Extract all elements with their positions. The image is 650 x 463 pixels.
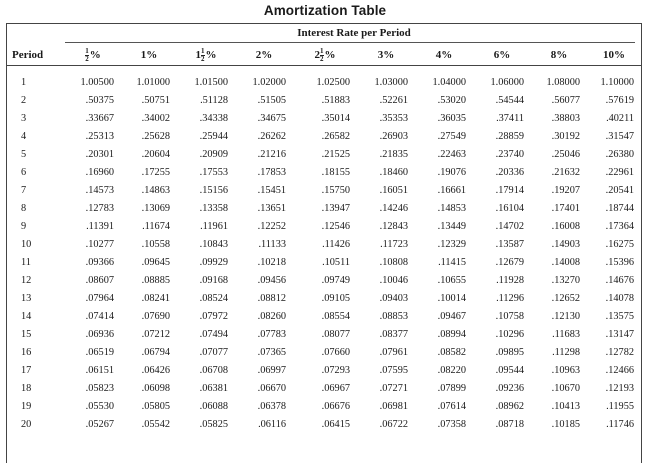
payment-factor-cell: .13651 xyxy=(257,202,286,214)
period-cell: 7 xyxy=(21,184,27,196)
payment-factor-cell: .08962 xyxy=(495,400,524,412)
payment-factor-cell: .13358 xyxy=(199,202,228,214)
payment-factor-cell: .07365 xyxy=(257,346,286,358)
column-header-rate xyxy=(177,45,235,66)
payment-factor-cell: .53020 xyxy=(437,94,466,106)
column-header-rate xyxy=(357,45,415,66)
period-cell: 14 xyxy=(21,310,32,322)
rate-whole: 2 xyxy=(314,48,320,61)
payment-factor-cell: .18155 xyxy=(321,166,350,178)
payment-factor-cell: .12679 xyxy=(495,256,524,268)
payment-factor-cell: .07690 xyxy=(141,310,170,322)
period-cell: 9 xyxy=(21,220,27,232)
payment-factor-cell: .11683 xyxy=(552,328,580,340)
payment-factor-cell: .10963 xyxy=(551,364,580,376)
rate-suffix: % xyxy=(261,49,273,61)
payment-factor-cell: .11928 xyxy=(496,274,524,286)
period-cell: 17 xyxy=(21,364,32,376)
payment-factor-cell: .25046 xyxy=(551,148,580,160)
payment-factor-cell: .10413 xyxy=(551,400,580,412)
payment-factor-cell: .09645 xyxy=(141,256,170,268)
payment-factor-cell: 1.02000 xyxy=(252,76,286,88)
payment-factor-cell: 1.08000 xyxy=(546,76,580,88)
payment-factor-cell: .20909 xyxy=(199,148,228,160)
table-row xyxy=(7,127,641,145)
payment-factor-cell: .08853 xyxy=(379,310,408,322)
amortization-table-frame xyxy=(6,23,642,463)
payment-factor-cell: .12193 xyxy=(605,382,634,394)
payment-factor-cell: .08220 xyxy=(437,364,466,376)
payment-factor-cell: .06415 xyxy=(321,418,350,430)
fraction-numerator: 1 xyxy=(201,46,205,55)
payment-factor-cell: .10511 xyxy=(322,256,350,268)
payment-factor-cell: .26380 xyxy=(605,148,634,160)
payment-factor-cell: .11391 xyxy=(86,220,114,232)
payment-factor-cell: .06794 xyxy=(141,346,170,358)
payment-factor-cell: .07358 xyxy=(437,418,466,430)
payment-factor-cell: .14008 xyxy=(551,256,580,268)
payment-factor-cell: .26582 xyxy=(321,130,350,142)
rate-suffix: % xyxy=(383,49,395,61)
payment-factor-cell: .17914 xyxy=(495,184,524,196)
payment-factor-cell: .08260 xyxy=(257,310,286,322)
rate-suffix: % xyxy=(614,49,625,61)
table-row xyxy=(7,163,641,181)
rate-whole: 1 xyxy=(195,48,201,61)
payment-factor-cell: .22961 xyxy=(605,166,634,178)
payment-factor-cell: .09456 xyxy=(257,274,286,286)
payment-factor-cell: .06151 xyxy=(85,364,114,376)
payment-factor-cell: .12782 xyxy=(605,346,634,358)
payment-factor-cell: .08241 xyxy=(141,292,170,304)
payment-factor-cell: .08582 xyxy=(437,346,466,358)
payment-factor-cell: .21216 xyxy=(257,148,286,160)
column-header-rate xyxy=(587,45,641,66)
payment-factor-cell: .08718 xyxy=(495,418,524,430)
rate-whole: 2 xyxy=(255,49,262,61)
rate-fraction xyxy=(201,48,205,63)
payment-factor-cell: .09929 xyxy=(199,256,228,268)
rate-suffix: % xyxy=(324,48,336,61)
period-cell: 5 xyxy=(21,148,27,160)
rate-suffix: % xyxy=(205,48,217,61)
payment-factor-cell: .09544 xyxy=(495,364,524,376)
payment-factor-cell: .16104 xyxy=(495,202,524,214)
payment-factor-cell: .14853 xyxy=(437,202,466,214)
period-cell: 1 xyxy=(21,76,27,88)
payment-factor-cell: .09105 xyxy=(321,292,350,304)
payment-factor-cell: .34002 xyxy=(141,112,170,124)
payment-factor-cell: .10046 xyxy=(379,274,408,286)
payment-factor-cell: .17401 xyxy=(551,202,580,214)
payment-factor-cell: .07783 xyxy=(257,328,286,340)
payment-factor-cell: .05825 xyxy=(199,418,228,430)
payment-factor-cell: .12130 xyxy=(551,310,580,322)
payment-factor-cell: .15451 xyxy=(257,184,286,196)
payment-factor-cell: .06676 xyxy=(321,400,350,412)
payment-factor-cell: .17364 xyxy=(605,220,634,232)
payment-factor-cell: .26262 xyxy=(257,130,286,142)
payment-factor-cell: .20336 xyxy=(495,166,524,178)
period-cell: 12 xyxy=(21,274,32,286)
payment-factor-cell: .27549 xyxy=(437,130,466,142)
payment-factor-cell: .10014 xyxy=(437,292,466,304)
rate-suffix: % xyxy=(499,49,511,61)
payment-factor-cell: .07964 xyxy=(85,292,114,304)
table-row xyxy=(7,397,641,415)
payment-factor-cell: .06378 xyxy=(257,400,286,412)
payment-factor-cell: .07414 xyxy=(85,310,114,322)
payment-factor-cell: .30192 xyxy=(551,130,580,142)
fraction-denominator: 2 xyxy=(320,54,324,63)
payment-factor-cell: .10218 xyxy=(257,256,286,268)
payment-factor-cell: .10655 xyxy=(437,274,466,286)
payment-factor-cell: .06722 xyxy=(379,418,408,430)
rate-suffix: % xyxy=(441,49,453,61)
payment-factor-cell: .14702 xyxy=(495,220,524,232)
payment-factor-cell: .06426 xyxy=(141,364,170,376)
payment-factor-cell: .11674 xyxy=(142,220,170,232)
payment-factor-cell: .07614 xyxy=(437,400,466,412)
payment-factor-cell: .14863 xyxy=(141,184,170,196)
payment-factor-cell: .35014 xyxy=(321,112,350,124)
payment-factor-cell: .06967 xyxy=(321,382,350,394)
rate-suffix: % xyxy=(556,49,568,61)
payment-factor-cell: .09467 xyxy=(437,310,466,322)
payment-factor-cell: .06981 xyxy=(379,400,408,412)
payment-factor-cell: .05267 xyxy=(85,418,114,430)
column-header-row xyxy=(7,45,641,66)
payment-factor-cell: 1.06000 xyxy=(490,76,524,88)
payment-factor-cell: .10808 xyxy=(379,256,408,268)
payment-factor-cell: .05542 xyxy=(141,418,170,430)
payment-factor-cell: .15396 xyxy=(605,256,634,268)
column-header-rate xyxy=(293,45,357,66)
table-row xyxy=(7,109,641,127)
table-row xyxy=(7,235,641,253)
table-row xyxy=(7,271,641,289)
payment-factor-cell: .17553 xyxy=(199,166,228,178)
payment-factor-cell: .12466 xyxy=(605,364,634,376)
payment-factor-cell: .14676 xyxy=(605,274,634,286)
payment-factor-cell: .08377 xyxy=(379,328,408,340)
table-row xyxy=(7,289,641,307)
rate-suffix: % xyxy=(146,49,158,61)
payment-factor-cell: .16960 xyxy=(85,166,114,178)
payment-factor-cell: .10758 xyxy=(495,310,524,322)
payment-factor-cell: .11955 xyxy=(606,400,634,412)
payment-factor-cell: .06098 xyxy=(141,382,170,394)
period-cell: 15 xyxy=(21,328,32,340)
payment-factor-cell: .34338 xyxy=(199,112,228,124)
payment-factor-cell: .34675 xyxy=(257,112,286,124)
payment-factor-cell: .22463 xyxy=(437,148,466,160)
payment-factor-cell: .08885 xyxy=(141,274,170,286)
column-header-rate xyxy=(235,45,293,66)
table-row xyxy=(7,343,641,361)
payment-factor-cell: .11426 xyxy=(322,238,350,250)
payment-factor-cell: .25313 xyxy=(85,130,114,142)
payment-factor-cell: .40211 xyxy=(606,112,634,124)
payment-factor-cell: .57619 xyxy=(605,94,634,106)
payment-factor-cell: .08607 xyxy=(85,274,114,286)
payment-factor-cell: .10185 xyxy=(551,418,580,430)
period-cell: 13 xyxy=(21,292,32,304)
payment-factor-cell: .28859 xyxy=(495,130,524,142)
payment-factor-cell: .06519 xyxy=(85,346,114,358)
payment-factor-cell: .15750 xyxy=(321,184,350,196)
table-row xyxy=(7,145,641,163)
payment-factor-cell: .09366 xyxy=(85,256,114,268)
period-cell: 3 xyxy=(21,112,27,124)
payment-factor-cell: .38803 xyxy=(551,112,580,124)
payment-factor-cell: .11296 xyxy=(496,292,524,304)
payment-factor-cell: .14573 xyxy=(85,184,114,196)
payment-factor-cell: .06936 xyxy=(85,328,114,340)
payment-factor-cell: .09236 xyxy=(495,382,524,394)
payment-factor-cell: .06116 xyxy=(258,418,286,430)
period-cell: 8 xyxy=(21,202,27,214)
payment-factor-cell: .09168 xyxy=(199,274,228,286)
payment-factor-cell: .10843 xyxy=(199,238,228,250)
period-cell: 18 xyxy=(21,382,32,394)
table-row xyxy=(7,217,641,235)
period-cell: 4 xyxy=(21,130,27,142)
column-header-rate xyxy=(121,45,177,66)
rate-fraction xyxy=(85,48,89,63)
period-cell: 2 xyxy=(21,94,27,106)
payment-factor-cell: .06708 xyxy=(199,364,228,376)
payment-factor-cell: .51505 xyxy=(257,94,286,106)
payment-factor-cell: .19207 xyxy=(551,184,580,196)
payment-factor-cell: .11723 xyxy=(380,238,408,250)
payment-factor-cell: .13449 xyxy=(437,220,466,232)
payment-factor-cell: 1.01000 xyxy=(136,76,170,88)
column-header-rate xyxy=(65,45,121,66)
payment-factor-cell: .16051 xyxy=(379,184,408,196)
period-cell: 19 xyxy=(21,400,32,412)
payment-factor-cell: .37411 xyxy=(496,112,524,124)
payment-factor-cell: .07077 xyxy=(199,346,228,358)
payment-factor-cell: .11961 xyxy=(200,220,228,232)
payment-factor-cell: .20541 xyxy=(605,184,634,196)
payment-factor-cell: 1.01500 xyxy=(194,76,228,88)
payment-factor-cell: .56077 xyxy=(551,94,580,106)
rate-fraction xyxy=(320,48,324,63)
rate-whole: 10 xyxy=(603,49,614,61)
table-row xyxy=(7,379,641,397)
payment-factor-cell: .10670 xyxy=(551,382,580,394)
payment-factor-cell: .07271 xyxy=(379,382,408,394)
payment-factor-cell: .10277 xyxy=(85,238,114,250)
payment-factor-cell: 1.00500 xyxy=(80,76,114,88)
payment-factor-cell: .06997 xyxy=(257,364,286,376)
payment-factor-cell: .21525 xyxy=(321,148,350,160)
rate-whole: 4 xyxy=(435,49,442,61)
payment-factor-cell: 1.02500 xyxy=(316,76,350,88)
payment-factor-cell: .19076 xyxy=(437,166,466,178)
payment-factor-cell: .51883 xyxy=(321,94,350,106)
period-cell: 20 xyxy=(21,418,32,430)
payment-factor-cell: .13947 xyxy=(321,202,350,214)
payment-factor-cell: .17853 xyxy=(257,166,286,178)
payment-factor-cell: .07212 xyxy=(141,328,170,340)
payment-factor-cell: .08994 xyxy=(437,328,466,340)
payment-factor-cell: .09749 xyxy=(321,274,350,286)
column-header-rate xyxy=(415,45,473,66)
payment-factor-cell: .16275 xyxy=(605,238,634,250)
payment-factor-cell: .31547 xyxy=(605,130,634,142)
payment-factor-cell: .11133 xyxy=(258,238,286,250)
payment-factor-cell: .05823 xyxy=(85,382,114,394)
table-row xyxy=(7,307,641,325)
period-cell: 16 xyxy=(21,346,32,358)
payment-factor-cell: .07972 xyxy=(199,310,228,322)
payment-factor-cell: .13587 xyxy=(495,238,524,250)
payment-factor-cell: 1.10000 xyxy=(600,76,634,88)
table-row xyxy=(7,325,641,343)
rate-whole: 6 xyxy=(493,49,500,61)
payment-factor-cell: .10558 xyxy=(141,238,170,250)
payment-factor-cell: .20604 xyxy=(141,148,170,160)
payment-factor-cell: .36035 xyxy=(437,112,466,124)
payment-factor-cell: .52261 xyxy=(379,94,408,106)
payment-factor-cell: .23740 xyxy=(495,148,524,160)
payment-factor-cell: .08554 xyxy=(321,310,350,322)
payment-factor-cell: .05805 xyxy=(141,400,170,412)
payment-factor-cell: .25944 xyxy=(199,130,228,142)
payment-factor-cell: .12546 xyxy=(321,220,350,232)
payment-factor-cell: .08812 xyxy=(257,292,286,304)
payment-factor-cell: .21835 xyxy=(379,148,408,160)
payment-factor-cell: .25628 xyxy=(141,130,170,142)
payment-factor-cell: .12329 xyxy=(437,238,466,250)
table-body xyxy=(7,66,641,434)
payment-factor-cell: .07899 xyxy=(437,382,466,394)
payment-factor-cell: .11415 xyxy=(438,256,466,268)
payment-factor-cell: .15156 xyxy=(199,184,228,196)
payment-factor-cell: .08524 xyxy=(199,292,228,304)
payment-factor-cell: .06088 xyxy=(199,400,228,412)
payment-factor-cell: .16008 xyxy=(551,220,580,232)
payment-factor-cell: .18744 xyxy=(605,202,634,214)
payment-factor-cell: .13270 xyxy=(551,274,580,286)
payment-factor-cell: .13147 xyxy=(605,328,634,340)
payment-factor-cell: .18460 xyxy=(379,166,408,178)
payment-factor-cell: .14078 xyxy=(605,292,634,304)
payment-factor-cell: .09895 xyxy=(495,346,524,358)
fraction-numerator: 1 xyxy=(85,46,89,55)
payment-factor-cell: .06381 xyxy=(199,382,228,394)
rate-whole: 8 xyxy=(550,49,557,61)
payment-factor-cell: .13069 xyxy=(141,202,170,214)
payment-factor-cell: 1.04000 xyxy=(432,76,466,88)
payment-factor-cell: .14246 xyxy=(379,202,408,214)
payment-factor-cell: .11746 xyxy=(606,418,634,430)
payment-factor-cell: .54544 xyxy=(495,94,524,106)
payment-factor-cell: .35353 xyxy=(379,112,408,124)
period-cell: 6 xyxy=(21,166,27,178)
table-row xyxy=(7,199,641,217)
payment-factor-cell: .14903 xyxy=(551,238,580,250)
column-header-rate xyxy=(473,45,531,66)
payment-factor-cell: .17255 xyxy=(141,166,170,178)
fraction-denominator: 2 xyxy=(201,54,205,63)
payment-factor-cell: .07293 xyxy=(321,364,350,376)
table-row xyxy=(7,361,641,379)
payment-factor-cell: .51128 xyxy=(200,94,228,106)
payment-factor-cell: .08077 xyxy=(321,328,350,340)
spacer-row xyxy=(7,66,641,74)
payment-factor-cell: .21632 xyxy=(551,166,580,178)
table-row xyxy=(7,415,641,433)
table-row xyxy=(7,73,641,91)
payment-factor-cell: .12843 xyxy=(379,220,408,232)
payment-factor-cell: .13575 xyxy=(605,310,634,322)
payment-factor-cell: .05530 xyxy=(85,400,114,412)
column-header-rate xyxy=(531,45,587,66)
payment-factor-cell: .11298 xyxy=(552,346,580,358)
payment-factor-cell: .09403 xyxy=(379,292,408,304)
payment-factor-cell: .07961 xyxy=(379,346,408,358)
amortization-table xyxy=(7,45,641,433)
table-row xyxy=(7,91,641,109)
payment-factor-cell: .10296 xyxy=(495,328,524,340)
payment-factor-cell: .07494 xyxy=(199,328,228,340)
period-cell: 11 xyxy=(21,256,31,268)
payment-factor-cell: .33667 xyxy=(85,112,114,124)
rate-whole: 1 xyxy=(140,49,147,61)
fraction-numerator: 1 xyxy=(320,46,324,55)
payment-factor-cell: .50751 xyxy=(141,94,170,106)
payment-factor-cell: .07660 xyxy=(321,346,350,358)
payment-factor-cell: 1.03000 xyxy=(374,76,408,88)
payment-factor-cell: .06670 xyxy=(257,382,286,394)
rate-suffix: % xyxy=(89,48,101,61)
column-header-period: Period xyxy=(7,45,65,66)
rate-header-rule xyxy=(65,42,635,43)
page-title: Amortization Table xyxy=(263,3,387,18)
rate-whole: 3 xyxy=(377,49,384,61)
payment-factor-cell: .20301 xyxy=(85,148,114,160)
payment-factor-cell: .07595 xyxy=(379,364,408,376)
payment-factor-cell: .26903 xyxy=(379,130,408,142)
fraction-denominator: 2 xyxy=(85,54,89,63)
payment-factor-cell: .12252 xyxy=(257,220,286,232)
period-cell: 10 xyxy=(21,238,32,250)
table-row xyxy=(7,181,641,199)
payment-factor-cell: .50375 xyxy=(85,94,114,106)
rate-header: Interest Rate per Period xyxy=(297,27,411,39)
table-row xyxy=(7,253,641,271)
payment-factor-cell: .16661 xyxy=(437,184,466,196)
payment-factor-cell: .12783 xyxy=(85,202,114,214)
payment-factor-cell: .12652 xyxy=(551,292,580,304)
